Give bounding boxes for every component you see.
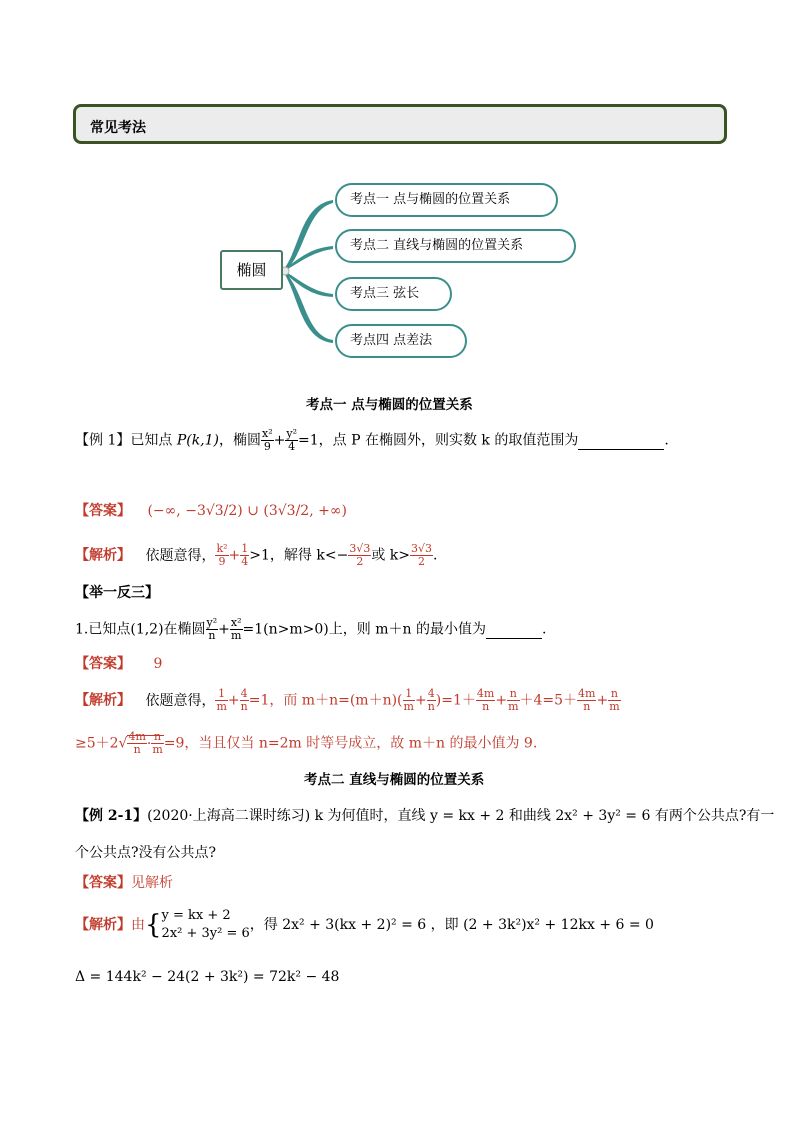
mindmap-node-4: 考点四 点差法 [335, 324, 467, 358]
frac-y2-n: $\frac{\text{y²}}{n}$ [206, 616, 218, 642]
mindmap-root: 椭圆 [220, 250, 283, 290]
solution2-text1: 依题意得， [145, 692, 216, 709]
frac-x2-9: $\frac{\text{x²}}{9}$ [262, 427, 273, 453]
frac-4-n-b: $\frac{4}{n}$ [427, 687, 435, 713]
section2-title: 考点二 直线与椭圆的位置关系 [304, 772, 485, 788]
solution2-line2b: =9，当且仅当 n=2m 时等号成立，故 m＋n 的最小值为 9. [163, 735, 538, 752]
example2-tag: 【例 2-1】 [75, 808, 148, 824]
answer2-value: 9 [153, 656, 163, 672]
solution1: 【解析】 依题意得， $\frac{\text{k²}}{9}$ + $\frac{1}{4}$ >1，解得 k<− $\frac{3√3}{2}$ 或 k> $\frac{3√3}{2}$ . [75, 542, 438, 568]
solution2-text4: ＋4=5＋ [519, 692, 578, 709]
frac-4m-n: $\frac{4m}{n}$ [476, 687, 495, 713]
practice1-blank [486, 622, 542, 639]
answer3 [75, 872, 173, 892]
mindmap-node-1: 考点一 点与椭圆的位置关系 [335, 183, 558, 217]
frac-4-n: $\frac{4}{n}$ [240, 687, 248, 713]
frac-3sqrt3-2-b: $\frac{3√3}{2}$ [411, 542, 433, 568]
solution2-label: 【解析】 [75, 692, 131, 709]
example1-text1: 已知点 [130, 432, 177, 449]
answer1-text: (−∞, −3√3/2) ∪ (3√3/2, +∞) [147, 503, 347, 519]
example1-tag: 【例 1】 [75, 432, 131, 449]
answer2 [75, 653, 162, 673]
example1-eq: =1，点 P 在椭圆外，则实数 k 的取值范围为 [297, 432, 579, 449]
answer3-label: 【答案】 [75, 875, 131, 891]
solution2-line2a: ≥5＋2 [75, 735, 119, 752]
answer3-text: 见解析 [131, 875, 173, 891]
solution2-text2: =1，而 m＋n=(m＋n) [248, 692, 398, 709]
system-eq2: 2x² + 3y² = 6 [161, 926, 250, 941]
practice1-end: . [541, 621, 547, 638]
frac-1-4: $\frac{1}{4}$ [241, 542, 249, 568]
frac-x2-m: $\frac{\text{x²}}{m}$ [230, 616, 242, 642]
example2-line2: 个公共点?没有公共点? [75, 845, 217, 861]
frac-4m-n-b: $\frac{4m}{n}$ [578, 687, 596, 713]
mindmap-node-2: 考点二 直线与椭圆的位置关系 [335, 229, 576, 263]
example1-point: P(k,1) [176, 432, 219, 449]
frac-1-m: $\frac{1}{m}$ [216, 687, 227, 713]
solution1-end: . [433, 547, 438, 564]
frac-1-m-b: $\frac{1}{m}$ [403, 687, 414, 713]
solution1-label: 【解析】 [75, 547, 131, 564]
practice1-text2: =1(n>m>0)上，则 m＋n 的最小值为 [242, 621, 486, 638]
mindmap-node-3: 考点三 弦长 [335, 277, 452, 311]
practice1-text1: 1.已知点(1,2)在椭圆 [75, 621, 206, 638]
practice-title: 【举一反三】 [75, 585, 159, 601]
solution1-text2: >1，解得 k<− [249, 547, 349, 564]
frac-k2-9: $\frac{\text{k²}}{9}$ [216, 542, 228, 568]
section-header-title: 常见考法 [90, 120, 146, 136]
solution3-you: 由 [131, 917, 145, 933]
solution1-text3: 或 k> [371, 547, 410, 564]
frac-y2-4: $\frac{\text{y²}}{4}$ [286, 427, 297, 453]
frac-n-m-b: $\frac{n}{m}$ [609, 687, 620, 713]
answer1 [75, 500, 347, 520]
solution2-line2 [75, 731, 537, 756]
section1-title: 考点一 点与椭圆的位置关系 [306, 397, 473, 413]
solution3-rest: ，得 2x² + 3(kx + 2)² = 6 ，即 (2 + 3k²)x² + 12kx + 6 = 0 [249, 917, 654, 933]
solution3-delta: Δ = 144k² − 24(2 + 3k²) = 72k² − 48 [75, 969, 340, 985]
answer1-label: 【答案】 [75, 503, 131, 519]
practice1: 1.已知点(1,2)在椭圆 $\frac{\text{y²}}{n}$ + $\frac{\text{x²}}{m}$ =1(n>m>0)上，则 m＋n 的最小值为 . [75, 616, 547, 642]
solution2-text3: =1＋ [441, 692, 476, 709]
frac-3sqrt3-2-a: $\frac{3√3}{2}$ [349, 542, 371, 568]
example1-end: . [664, 432, 669, 449]
solution1-text1: 依题意得， [145, 547, 216, 564]
example1: 【例 1】已知点 P(k,1)，椭圆 $\frac{\text{x²}}{9}$ + $\frac{\text{y²}}{4}$ =1，点 P 在椭圆外，则实数 k 的取值范围为 . [75, 427, 669, 453]
solution3-label: 【解析】 [75, 917, 131, 933]
example1-text2: ，椭圆 [219, 432, 261, 449]
sqrt-expression: √ $\frac{4m}{n}$ · $\frac{n}{m}$ [118, 730, 163, 756]
solution2-line1: 【解析】 依题意得， $\frac{1}{m}$ + $\frac{4}{n}$ =1，而 m＋n=(m＋n)( $\frac{1}{m}$ + $\frac{4}{n}$ )=1＋ $\frac{4m}{n}$ + $\frac{n}{m}$ ＋4=5＋ $\frac{4m}{n}$ + $\frac{n}{m}$ [75, 687, 620, 713]
frac-n-m: $\frac{n}{m}$ [508, 687, 519, 713]
answer-blank [578, 433, 664, 450]
solution3: 【解析】由{ y = kx + 2 2x² + 3y² = 6 ，得 2x² + 3(kx + 2)² = 6 ，即 (2 + 3k²)x² + 12kx + 6 = 0 [75, 908, 654, 941]
system-eq1: y = kx + 2 [161, 908, 231, 923]
answer2-label: 【答案】 [75, 656, 131, 672]
example2-line1 [75, 805, 774, 825]
example2-text: (2020·上海高二课时练习) k 为何值时，直线 y = kx + 2 和曲线 2x² + 3y² = 6 有两个公共点?有一 [147, 808, 775, 824]
